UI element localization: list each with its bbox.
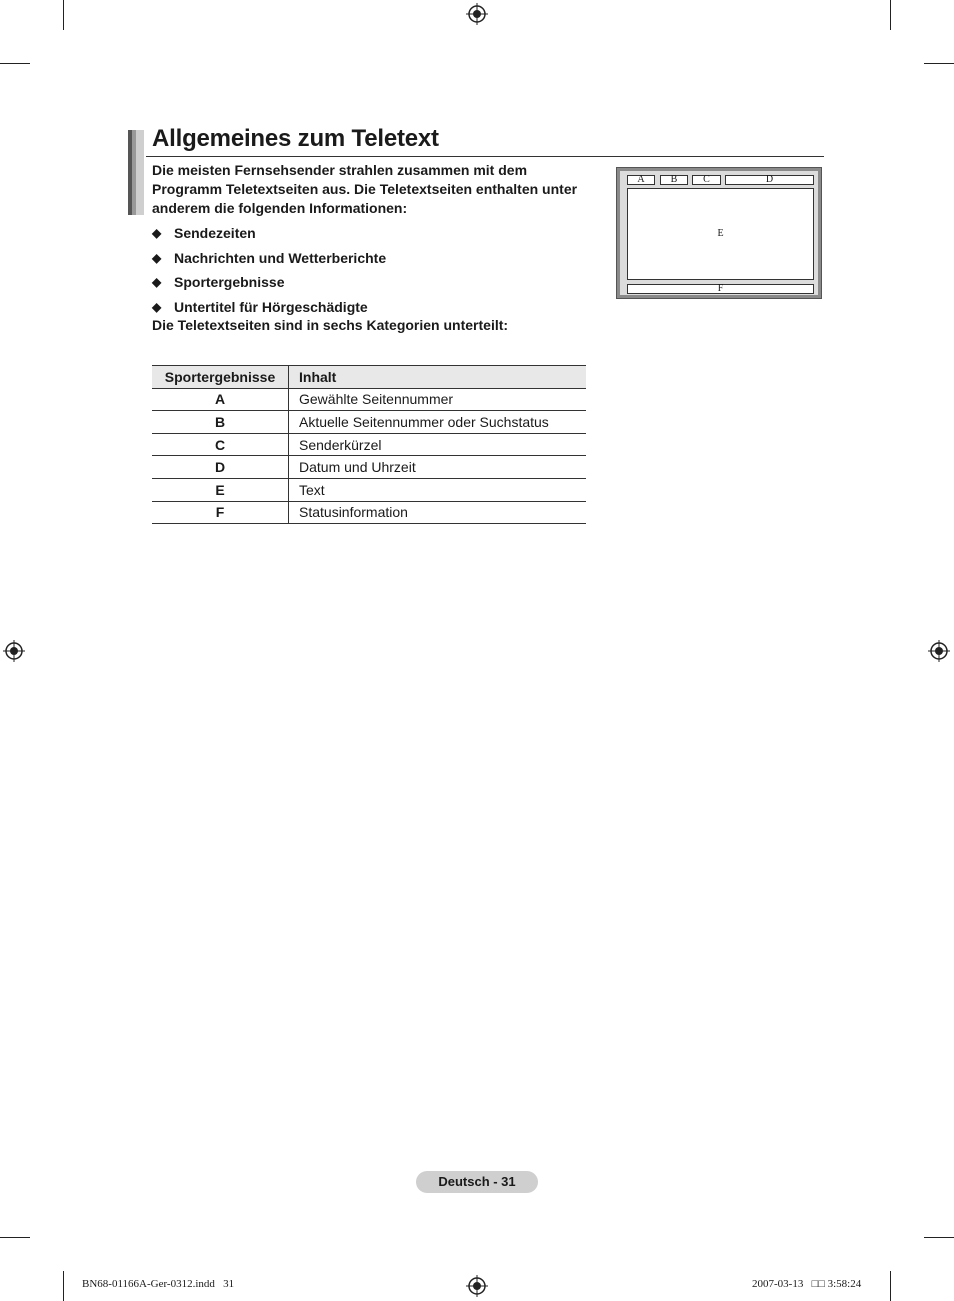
- teletext-categories-table: [152, 365, 586, 524]
- list-item: [152, 273, 386, 298]
- table-cell-key: D: [152, 456, 289, 479]
- table-row: [152, 388, 586, 411]
- crop-mark-bottom-right-h: [924, 1237, 954, 1238]
- print-slug-left: BN68-01166A-Ger-0312.indd 31: [82, 1278, 235, 1290]
- teletext-screen-frame: [620, 171, 818, 295]
- table-cell-key: A: [152, 388, 289, 411]
- table-row: [152, 501, 586, 524]
- table-row: [152, 478, 586, 501]
- title-divider: [146, 156, 824, 157]
- teletext-screen-diagram: [616, 167, 822, 299]
- table-cell-value: Statusinformation: [289, 501, 587, 524]
- teletext-area-f: F: [627, 284, 814, 294]
- table-cell-key: C: [152, 433, 289, 456]
- bullet-text: Untertitel für Hörgeschädigte: [174, 298, 368, 315]
- table-cell-key: E: [152, 478, 289, 501]
- bullet-text: Nachrichten und Wetterberichte: [174, 249, 387, 266]
- teletext-area-a: A: [627, 175, 655, 185]
- crop-mark-bottom-left-v: [63, 1271, 64, 1301]
- table-row: [152, 456, 586, 479]
- table-header-row: [152, 366, 586, 389]
- teletext-area-c: C: [692, 175, 721, 185]
- crop-mark-bottom-left-h: [0, 1237, 30, 1238]
- crop-mark-top-right-v: [890, 0, 891, 30]
- list-item: [152, 249, 386, 274]
- diamond-bullet-icon: ◆: [152, 250, 162, 265]
- categories-intro: Die Teletextseiten sind in sechs Kategorien unterteilt:: [152, 317, 509, 333]
- registration-mark-icon: [466, 3, 488, 25]
- table-cell-value: Aktuelle Seitennummer oder Suchstatus: [289, 411, 587, 434]
- registration-mark-icon: [466, 1275, 488, 1297]
- table-cell-value: Text: [289, 478, 587, 501]
- table-header-cell: Inhalt: [289, 366, 587, 389]
- page-title: Allgemeines zum Teletext: [152, 125, 439, 152]
- table-cell-key: B: [152, 411, 289, 434]
- diamond-bullet-icon: ◆: [152, 275, 162, 289]
- teletext-area-e: E: [627, 188, 814, 280]
- diamond-bullet-icon: ◆: [152, 226, 162, 240]
- table-cell-key: F: [152, 501, 289, 524]
- table-header-cell: Sportergebnisse: [152, 366, 289, 389]
- registration-mark-icon: [3, 640, 25, 662]
- crop-mark-top-left-h: [0, 63, 30, 64]
- crop-mark-bottom-right-v: [890, 1271, 891, 1301]
- table-row: [152, 411, 586, 434]
- intro-paragraph: Die meisten Fernsehsender strahlen zusammen mit dem Programm Teletextseiten aus. Die Teletextseiten enthalten unter anderem die folgenden Informationen:: [152, 162, 578, 216]
- table-row: [152, 433, 586, 456]
- crop-mark-top-left-v: [63, 0, 64, 30]
- info-bullet-list: [152, 224, 386, 322]
- page-number-badge: Deutsch - 31: [416, 1171, 538, 1193]
- bullet-text: Sendezeiten: [174, 225, 256, 241]
- table-cell-value: Datum und Uhrzeit: [289, 456, 587, 479]
- bullet-text: Sportergebnisse: [174, 274, 285, 290]
- print-slug-right: 2007-03-13 □□ 3:58:24: [752, 1278, 862, 1290]
- crop-mark-top-right-h: [924, 63, 954, 64]
- registration-mark-icon: [928, 640, 950, 662]
- diamond-bullet-icon: ◆: [152, 299, 162, 314]
- table-cell-value: Gewählte Seitennummer: [289, 388, 587, 411]
- table-cell-value: Senderkürzel: [289, 433, 587, 456]
- title-accent-bar: [128, 130, 144, 215]
- list-item: [152, 224, 386, 249]
- teletext-area-b: B: [660, 175, 688, 185]
- teletext-area-d: D: [725, 175, 814, 185]
